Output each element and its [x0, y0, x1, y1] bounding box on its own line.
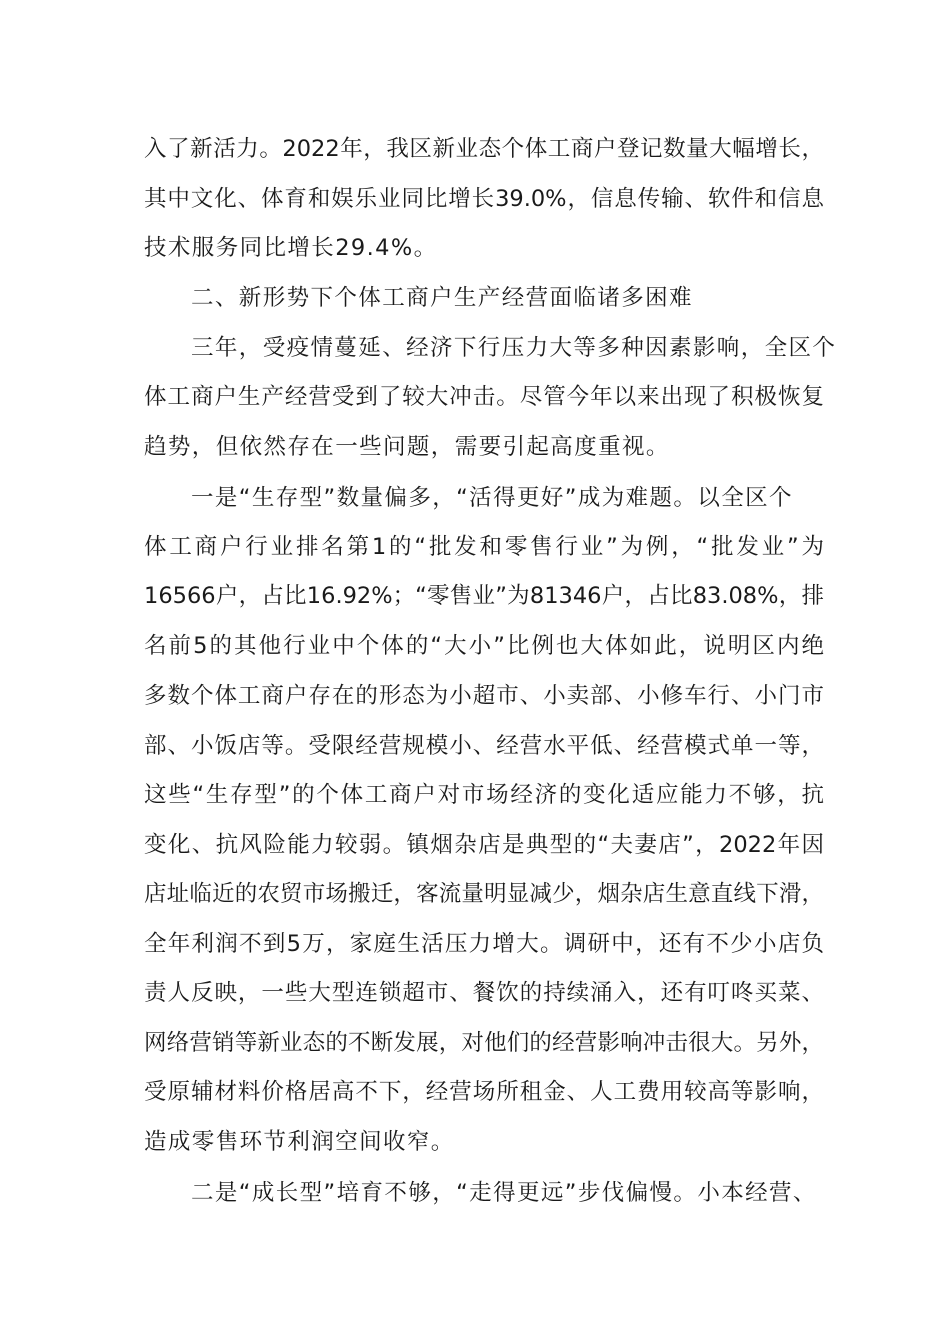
body-text-line: 网络营销等新业态的不断发展，对他们的经营影响冲击很大。另外， — [144, 1030, 824, 1056]
body-text-line: 一是“生存型”数量偏多，“活得更好”成为难题。以全区个 — [191, 485, 793, 511]
body-text-line: 造成零售环节利润空间收窄。 — [144, 1129, 455, 1155]
body-text-line: 店址临近的农贸市场搬迁，客流量明显减少，烟杂店生意直线下滑， — [144, 881, 824, 907]
body-text-line: 趋势，但依然存在一些问题，需要引起高度重视。 — [144, 434, 670, 460]
body-text-line: 技术服务同比增长29.4%。 — [144, 235, 438, 261]
body-text-line: 16566户，占比16.92%；“零售业”为81346户，占比83.08%，排 — [144, 583, 824, 609]
body-text-line: 部、小饭店等。受限经营规模小、经营水平低、经营模式单一等， — [144, 733, 824, 759]
body-text-line: 这些“生存型”的个体工商户对市场经济的变化适应能力不够，抗 — [144, 782, 824, 808]
body-text-line: 其中文化、体育和娱乐业同比增长39.0%，信息传输、软件和信息 — [144, 186, 824, 212]
body-text-line: 入了新活力。2022年，我区新业态个体工商户登记数量大幅增长， — [144, 136, 824, 162]
body-text-line: 多数个体工商户存在的形态为小超市、小卖部、小修车行、小门市 — [144, 683, 824, 709]
body-text-line: 三年，受疫情蔓延、经济下行压力大等多种因素影响，全区个 — [191, 335, 837, 361]
body-text-line: 全年利润不到5万，家庭生活压力增大。调研中，还有不少小店负 — [144, 931, 824, 957]
body-text-line: 变化、抗风险能力较弱。镇烟杂店是典型的“夫妻店”，2022年因 — [144, 832, 824, 858]
section-heading: 二、新形势下个体工商户生产经营面临诸多困难 — [191, 285, 693, 311]
body-text-line: 名前5的其他行业中个体的“大小”比例也大体如此，说明区内绝 — [144, 633, 824, 659]
body-text-line: 体工商户生产经营受到了较大冲击。尽管今年以来出现了积极恢复 — [144, 384, 824, 410]
body-text-line: 二是“成长型”培育不够，“走得更远”步伐偏慢。小本经营、 — [191, 1180, 817, 1206]
body-text-line: 体工商户行业排名第1的“批发和零售行业”为例，“批发业”为 — [144, 534, 824, 560]
body-text-line: 责人反映，一些大型连锁超市、餐饮的持续涌入，还有叮咚买菜、 — [144, 980, 824, 1006]
body-text-line: 受原辅材料价格居高不下，经营场所租金、人工费用较高等影响， — [144, 1079, 824, 1105]
